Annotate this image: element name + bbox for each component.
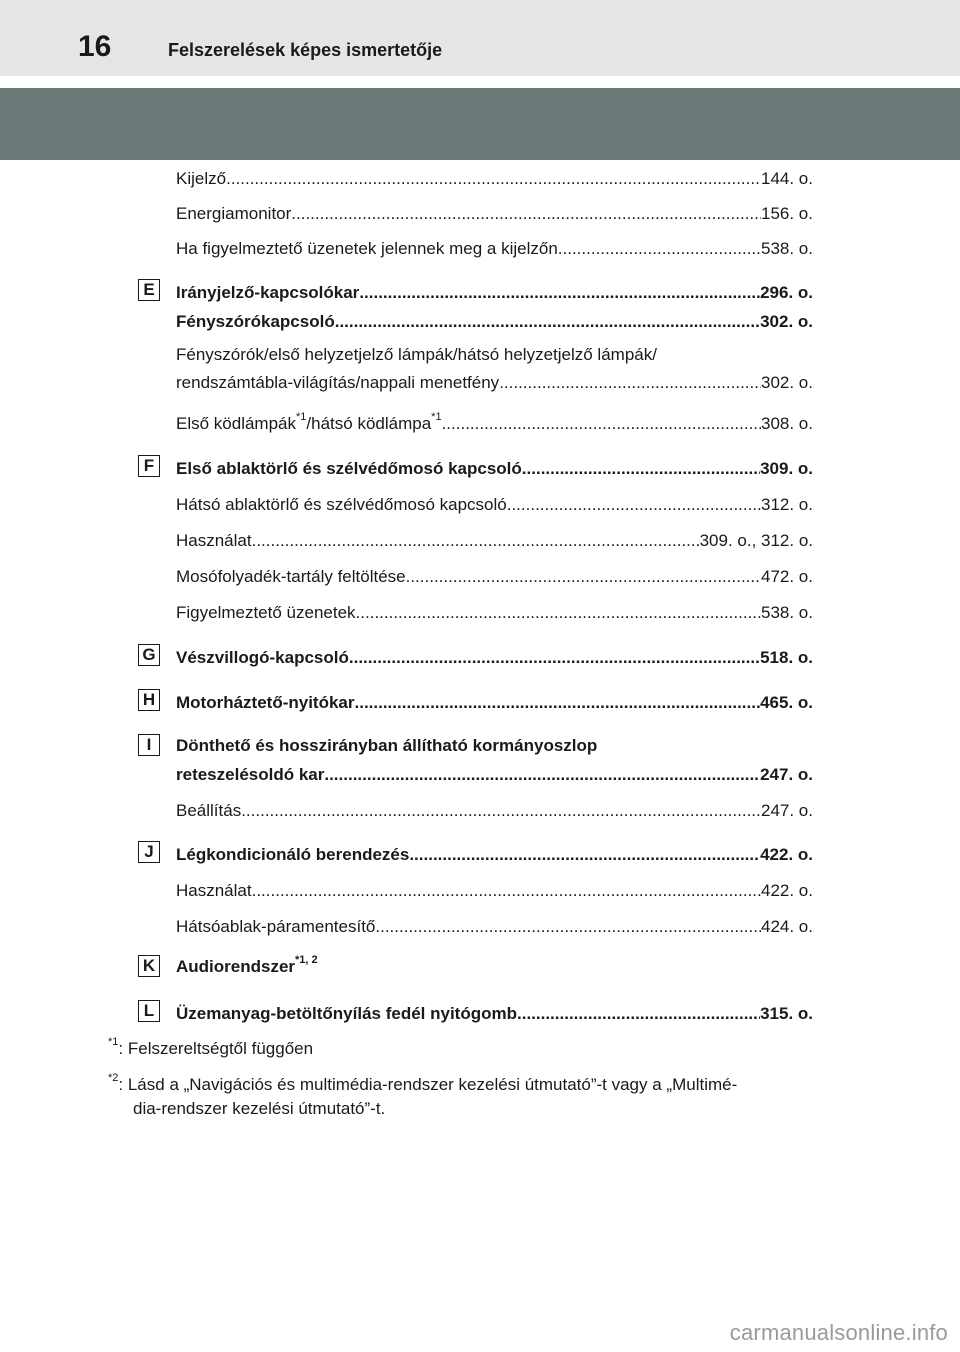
entry-page: 538. o.: [761, 603, 813, 622]
entry-label: Figyelmeztető üzenetek: [176, 603, 356, 622]
entry-label: Használat: [176, 531, 252, 550]
entry-page: 247. o.: [761, 801, 813, 820]
index-entry: [176, 278, 813, 304]
entry-page: 309. o.: [760, 459, 813, 478]
index-entry: [176, 688, 813, 714]
index-entry: [176, 526, 813, 552]
entry-label: Fényszórókapcsoló: [176, 312, 335, 331]
entry-label: Beállítás: [176, 801, 242, 820]
entry-label: Hátsó ablaktörlő és szélvédőmosó kapcsoló: [176, 495, 507, 514]
index-entry: [176, 643, 813, 669]
entry-page: 156. o.: [761, 204, 813, 223]
entry-label: Kijelző: [176, 169, 227, 188]
footnote-text: : Felszereltségtől függően: [118, 1039, 314, 1058]
section-letter-e: E: [138, 279, 160, 301]
index-entry: [176, 409, 813, 435]
entry-label: Ha figyelmeztető üzenetek jelennek meg a kijelzőn: [176, 239, 558, 258]
watermark: carmanualsonline.info: [729, 1320, 948, 1345]
index-entry: [176, 760, 813, 786]
section-letter-k: K: [138, 955, 160, 977]
index-entry: [176, 840, 813, 866]
index-entry: [176, 999, 813, 1025]
section-letter-i: I: [138, 734, 160, 756]
index-entry: [176, 876, 813, 902]
entry-label: Hátsóablak-páramentesítő: [176, 917, 376, 936]
entry-page: 309. o., 312. o.: [699, 531, 813, 550]
index-entry: [176, 454, 813, 480]
entry-page: 472. o.: [761, 567, 813, 586]
entry-label: Használat: [176, 881, 252, 900]
entry-page: 538. o.: [761, 239, 813, 258]
entry-label-line1: Dönthető és hosszirányban állítható kormányoszlop: [176, 736, 598, 755]
header-band: [0, 88, 960, 160]
entry-page: 315. o.: [760, 1004, 813, 1023]
entry-page: 518. o.: [760, 648, 813, 667]
entry-label: Energiamonitor: [176, 204, 292, 223]
entry-page: 302. o.: [760, 312, 813, 331]
entry-label: Üzemanyag-betöltőnyílás fedél nyitógomb: [176, 1004, 517, 1023]
entry-label: Vészvillogó-kapcsoló: [176, 648, 349, 667]
section-letter-f: F: [138, 455, 160, 477]
page-title: Felszerelések képes ismertetője: [168, 40, 443, 60]
footnote-ref: *1: [296, 411, 307, 424]
section-letter-j: J: [138, 841, 160, 863]
footnote: [108, 1074, 737, 1096]
entry-page: 296. o.: [760, 283, 813, 302]
entry-label: reteszelésoldó kar: [176, 765, 325, 784]
index-entry: [176, 164, 813, 190]
page-header: [0, 0, 960, 76]
entry-page: 312. o.: [761, 495, 813, 514]
footnote-marker: *1: [108, 1036, 119, 1049]
entry-page: 302. o.: [761, 373, 813, 392]
index-entry: [176, 307, 813, 333]
entry-label-line1: Fényszórók/első helyzetjelző lámpák/hátsó helyzetjelző lámpák/: [176, 345, 657, 364]
entry-page: 424. o.: [761, 917, 813, 936]
index-entry: [176, 912, 813, 938]
page-number: 16: [78, 30, 112, 63]
entry-label: rendszámtábla-világítás/nappali menetfény: [176, 373, 500, 392]
footnote-marker: *2: [108, 1072, 119, 1085]
index-entry: [176, 796, 813, 822]
entry-label: Első ablaktörlő és szélvédőmosó kapcsoló: [176, 459, 522, 478]
entry-label: Audiorendszer: [176, 957, 296, 976]
index-entry: [176, 199, 813, 225]
entry-label: Első ködlámpák$^{*1}$/hátsó ködlámpa$^{*1}$: [176, 411, 442, 433]
entry-label: Légkondicionáló berendezés: [176, 845, 410, 864]
footnote-text: : Lásd a „Navigációs és multimédia-rendszer kezelési útmutató”-t vagy a „Multimé-: [118, 1075, 738, 1094]
footnote-ref: *1, 2: [295, 954, 318, 967]
entry-label: Mosófolyadék-tartály feltöltése: [176, 567, 406, 586]
index-entry: [176, 368, 813, 394]
entry-label: Motorháztető-nyitókar: [176, 693, 355, 712]
footnote: [108, 1038, 313, 1060]
section-letter-l: L: [138, 1000, 160, 1022]
footnote-continuation: dia-rendszer kezelési útmutató”-t.: [133, 1099, 386, 1118]
entry-page: 422. o.: [761, 881, 813, 900]
entry-page: 422. o.: [760, 845, 813, 864]
index-entry: [176, 598, 813, 624]
entry-page: 144. o.: [761, 169, 813, 188]
entry-page: 308. o.: [761, 414, 813, 433]
section-letter-g: G: [138, 644, 160, 666]
footnote-ref: *1: [431, 411, 442, 424]
index-entry: [176, 234, 813, 260]
section-letter-h: H: [138, 689, 160, 711]
index-entry: [176, 956, 318, 978]
entry-page: 247. o.: [760, 765, 813, 784]
index-entry: [176, 562, 813, 588]
entry-label: Irányjelző-kapcsolókar: [176, 283, 360, 302]
entry-page: 465. o.: [760, 693, 813, 712]
index-entry: [176, 490, 813, 516]
